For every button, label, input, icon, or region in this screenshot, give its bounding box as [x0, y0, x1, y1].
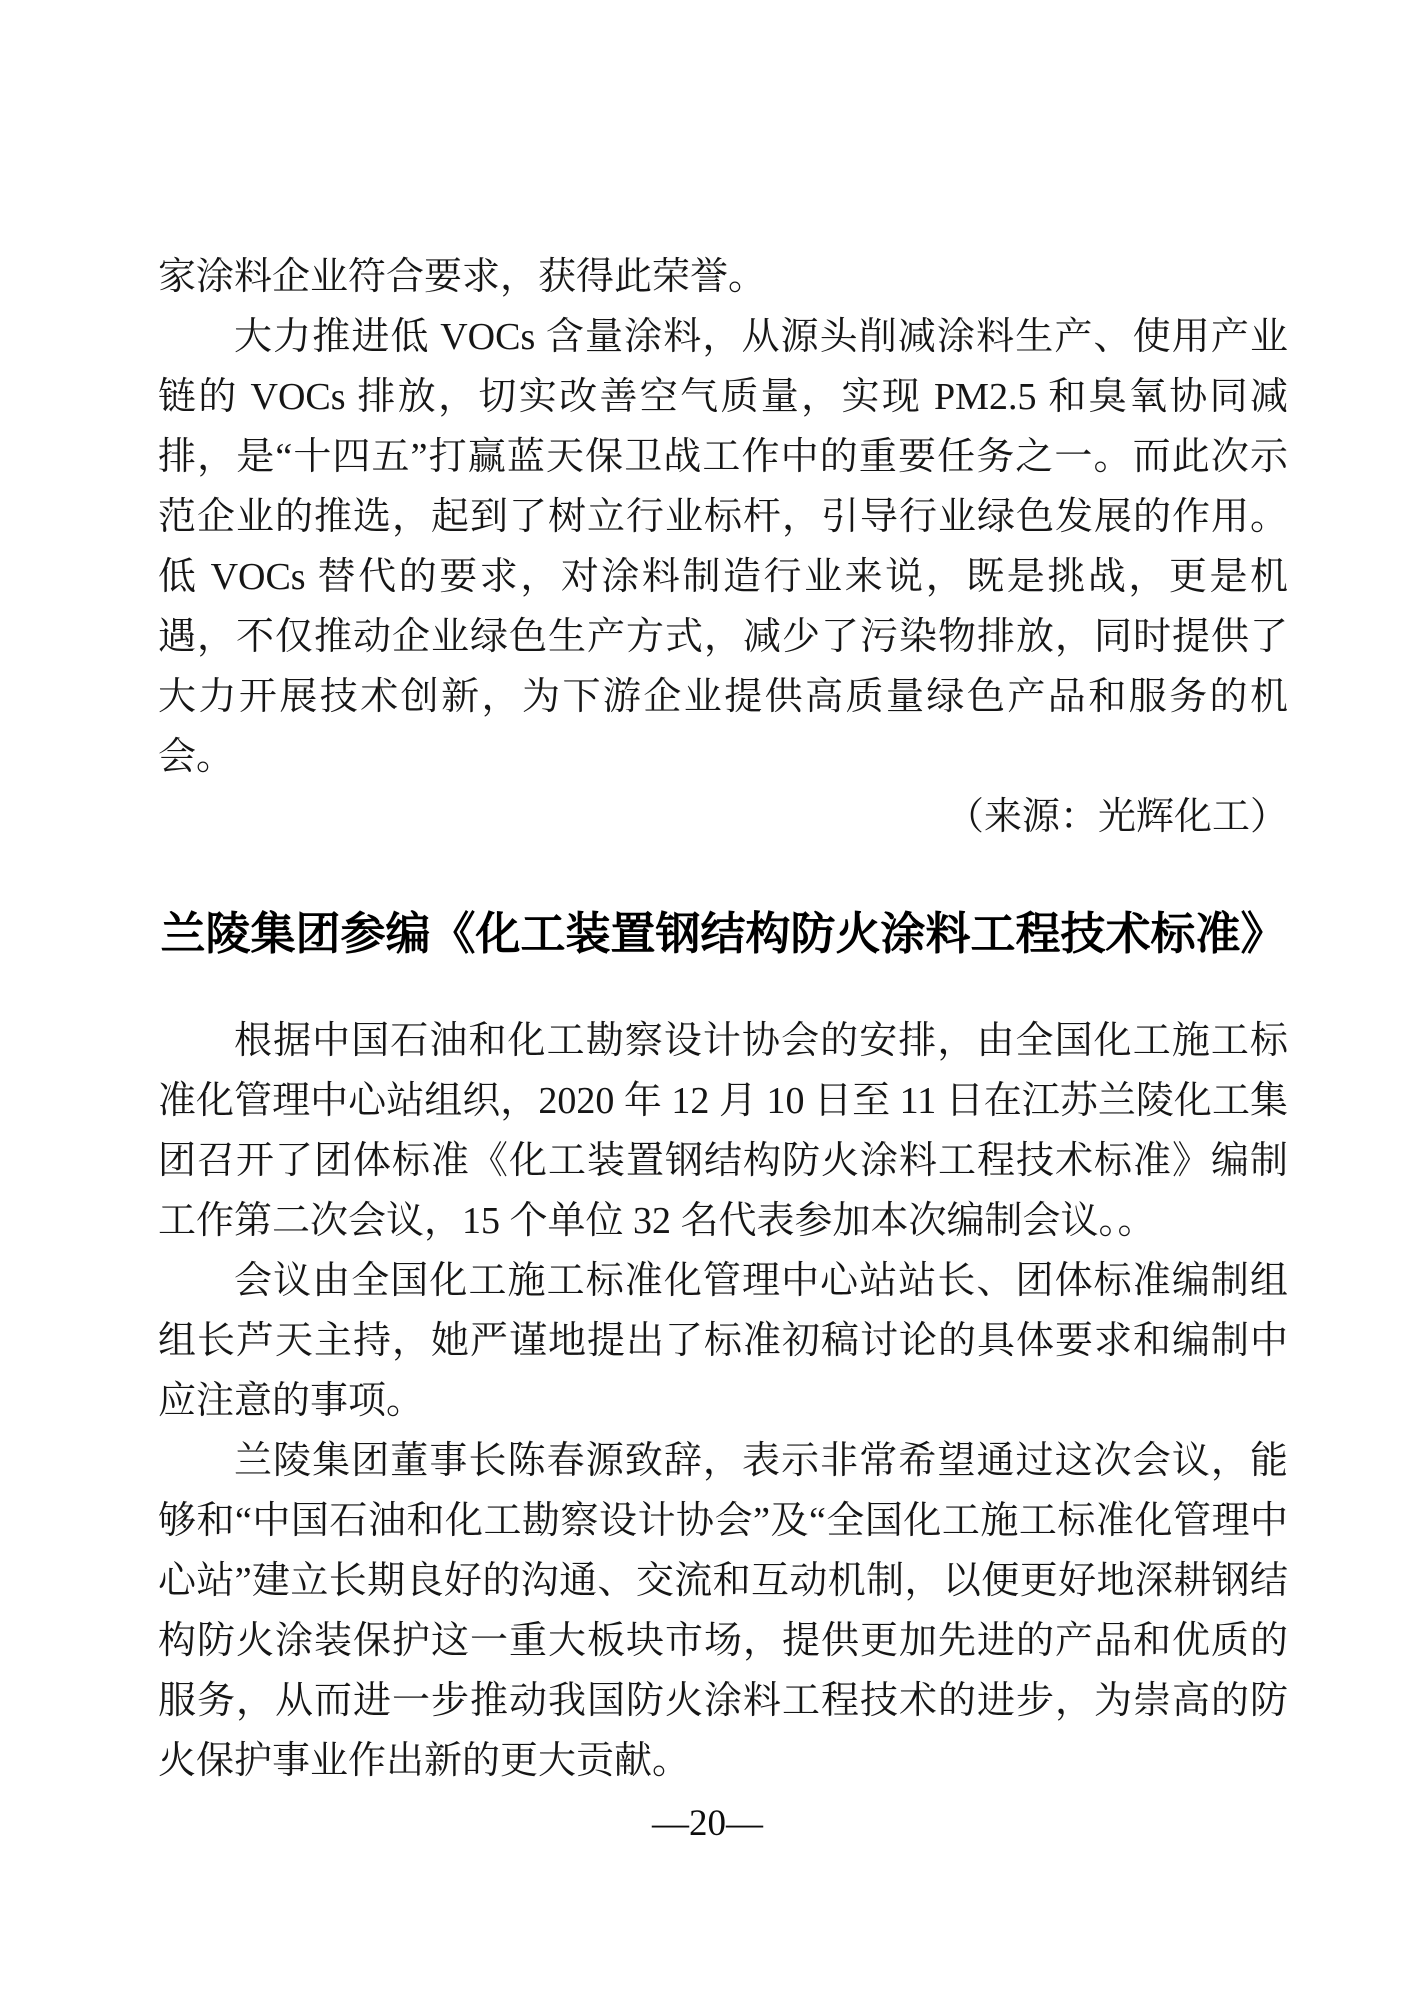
article2-paragraph: 会议由全国化工施工标准化管理中心站站长、团体标准编制组组长芦天主持，她严谨地提出了标准初稿讨论的具体要求和编制中应注意的事项。: [158, 1260, 1288, 1422]
page-number: —20—: [652, 1803, 763, 1844]
article2-paragraph: 根据中国石油和化工勘察设计协会的安排，由全国化工施工标准化管理中心站组织，2020 年 12 月 10 日至 11 日在江苏兰陵化工集团召开了团体标准《化工装置钢结构防火涂料工程技术标准》编制工作第二次会议，15 个单位 32 名代表参加本次编制会议。。: [158, 1020, 1288, 1242]
article1-paragraph-continuation: 家涂料企业符合要求，获得此荣誉。: [158, 256, 767, 298]
article2-paragraph: 兰陵集团董事长陈春源致辞，表示非常希望通过这次会议，能够和“中国石油和化工勘察设计协会”及“全国化工施工标准化管理中心站”建立长期良好的沟通、交流和互动机制，以便更好地深耕钢结构防火涂装保护这一重大板块市场，提供更加先进的产品和优质的服务，从而进一步推动我国防火涂料工程技术的进步，为崇高的防火保护事业作出新的更大贡献。: [158, 1440, 1288, 1782]
article1-paragraph: 大力推进低 VOCs 含量涂料，从源头削减涂料生产、使用产业链的 VOCs 排放，切实改善空气质量，实现 PM2.5 和臭氧协同减排，是“十四五”打赢蓝天保卫战工作中的重要任务之一。而此次示范企业的推选，起到了树立行业标杆，引导行业绿色发展的作用。低 VOCs 替代的要求，对涂料制造行业来说，既是挑战，更是机遇，不仅推动企业绿色生产方式，减少了污染物排放，同时提供了大力开展技术创新，为下游企业提供高质量绿色产品和服务的机会。: [158, 316, 1288, 778]
page-content: [158, 247, 1288, 1791]
article1-source-attribution: （来源：光辉化工）: [945, 796, 1288, 838]
article2-title: 兰陵集团参编《化工装置钢结构防火涂料工程技术标准》: [160, 909, 1286, 959]
